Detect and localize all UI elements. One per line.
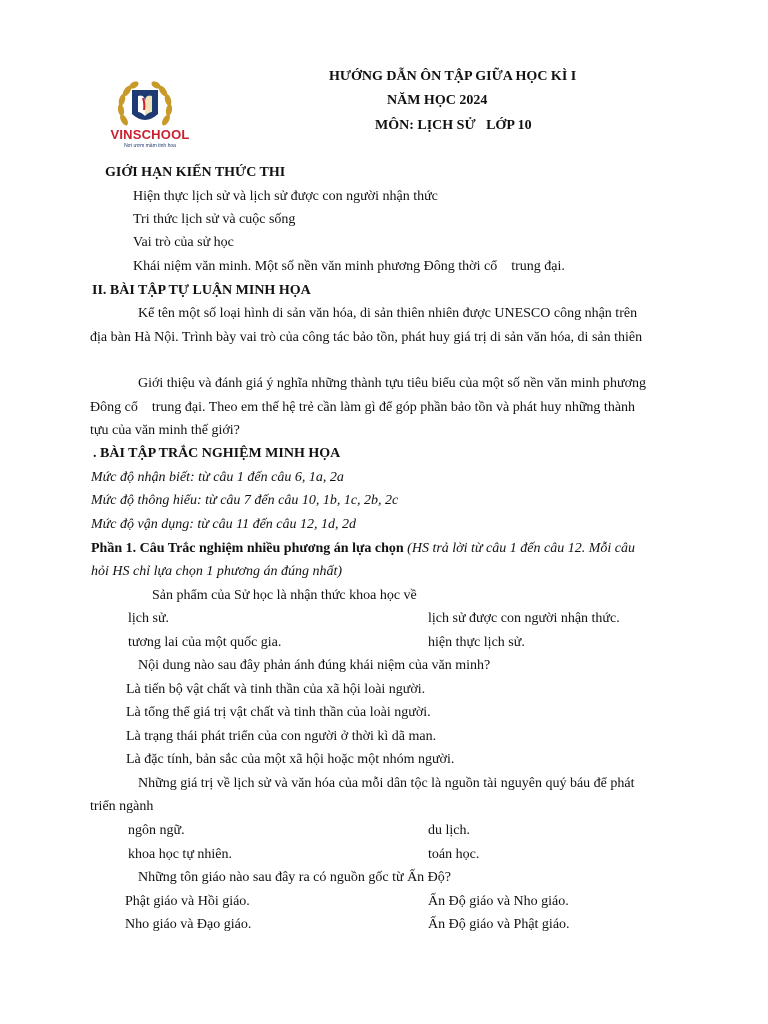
question-2-text: Nội dung nào sau đây phản ánh đúng khái niệm của văn minh? [138,658,491,673]
section1-item: Vai trò của sử học [133,235,234,250]
question-2-option-b: Là tổng thể giá trị vật chất và tinh thần của loài người. [126,705,431,720]
vinschool-logo [108,76,192,152]
section1-item: Hiện thực lịch sử và lịch sử được con người nhận thức [133,189,438,204]
logo-name: VINSCHOOL [110,127,190,142]
level-application: Mức độ vận dụng: từ câu 11 đến câu 12, 1d, 2d [91,517,357,532]
question-1-option-d: hiện thực lịch sử. [428,635,525,650]
section2-heading: II. BÀI TẬP TỰ LUẬN MINH HỌA [92,283,311,298]
question-1-option-a: lịch sử. [128,611,170,626]
section1-item: Tri thức lịch sử và cuộc sống [133,212,296,227]
question-3-option-c: khoa học tự nhiên. [128,847,233,862]
part1-note: (HS trả lời từ câu 1 đến câu 12. Mỗi câu [403,541,635,556]
question-3-option-d: toán học. [428,847,480,862]
question-3-text: Những giá trị về lịch sử và văn hóa của mỗi dân tộc là nguồn tài nguyên quý báu để phát [138,776,635,791]
part1-note-continued: hỏi HS chỉ lựa chọn 1 phương án đúng nhất) [91,564,343,579]
essay-question-2-line: Đông cổ trung đại. Theo em thế hệ trẻ cần làm gì để góp phần bảo tồn và phát huy những thành [90,400,636,415]
question-1-option-c: tương lai của một quốc gia. [128,635,282,650]
question-4-option-c: Nho giáo và Đạo giáo. [125,917,252,932]
question-2-option-d: Là đặc tính, bản sắc của một xã hội hoặc một nhóm người. [126,752,455,767]
question-1-text: Sản phẩm của Sử học là nhận thức khoa học về [152,588,417,603]
question-3-option-b: du lịch. [428,823,470,838]
question-4-option-d: Ấn Độ giáo và Phật giáo. [428,917,570,932]
part1-title: Phần 1. Câu Trắc nghiệm nhiều phương án lựa chọn [91,541,404,556]
level-understanding: Mức độ thông hiểu: từ câu 7 đến câu 10, 1b, 1c, 2b, 2c [91,493,399,508]
essay-question-1-line: Kể tên một số loại hình di sản văn hóa, di sản thiên nhiên được UNESCO công nhận trên [138,306,638,321]
question-4-text: Những tôn giáo nào sau đây ra có nguồn gốc từ Ấn Độ? [138,870,451,885]
section3-heading: . BÀI TẬP TRẮC NGHIỆM MINH HỌA [93,446,341,461]
question-4-option-a: Phật giáo và Hồi giáo. [125,894,250,909]
level-recognition: Mức độ nhận biết: từ câu 1 đến câu 6, 1a, 2a [91,470,344,485]
question-2-option-a: Là tiến bộ vật chất và tinh thần của xã hội loài người. [126,682,426,697]
essay-question-2-line: tựu của văn minh thế giới? [90,423,240,438]
document-title: HƯỚNG DẪN ÔN TẬP GIỮA HỌC KÌ I [329,69,577,84]
question-3-text-continued: triển ngành [90,799,154,814]
question-2-option-c: Là trạng thái phát triển của con người ở thời kì dã man. [126,729,437,744]
section1-heading: GIỚI HẠN KIẾN THỨC THI [105,165,286,180]
question-3-option-a: ngôn ngữ. [128,823,185,838]
essay-question-1-line: địa bàn Hà Nội. Trình bày vai trò của công tác bảo tồn, phát huy giá trị di sản văn hóa, di sản thiên [90,330,643,345]
school-year: NĂM HỌC 2024 [387,93,488,108]
question-1-option-b: lịch sử được con người nhận thức. [428,611,620,626]
logo-tagline: Nơi ươm mầm tinh hoa [124,143,176,149]
part1-instruction [91,540,635,558]
subject-grade: MÔN: LỊCH SỬ LỚP 10 [375,118,532,133]
section1-item: Khái niệm văn minh. Một số nền văn minh phương Đông thời cổ trung đại. [133,259,565,274]
question-4-option-b: Ấn Độ giáo và Nho giáo. [428,894,569,909]
essay-question-2-line: Giới thiệu và đánh giá ý nghĩa những thành tựu tiêu biểu của một số nền văn minh phương [138,376,647,391]
